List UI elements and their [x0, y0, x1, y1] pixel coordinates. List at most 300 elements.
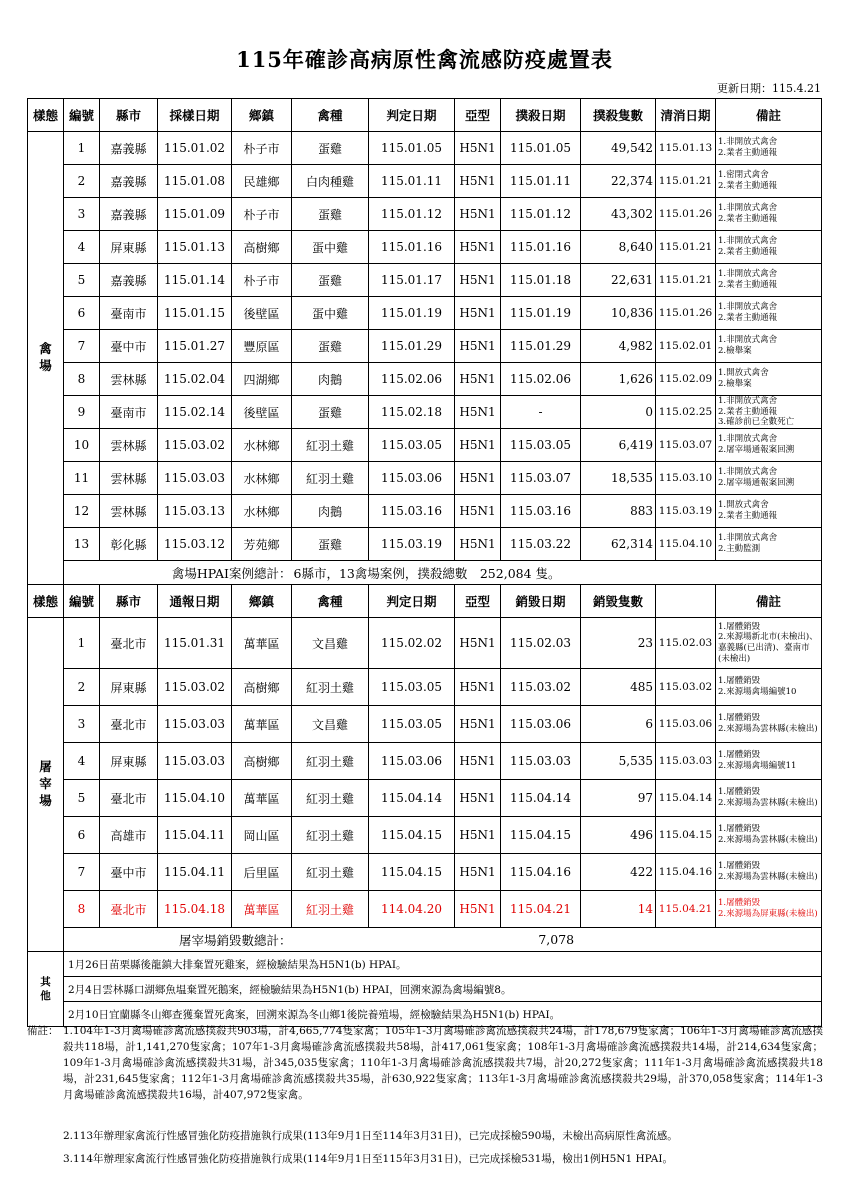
total-row — [28, 561, 822, 585]
subtype-cell: H5N1 — [455, 891, 501, 928]
slaughter-rows — [28, 618, 822, 952]
count-cell: 14 — [581, 891, 656, 928]
cull-date-cell: 115.03.16 — [501, 495, 581, 528]
clean-date-cell: 115.04.15 — [656, 817, 716, 854]
town-cell: 豐原區 — [232, 330, 292, 363]
category-char: 場 — [39, 358, 52, 373]
table-row — [28, 495, 822, 528]
note: 1.非開放式禽舍 2.業者主動通報 — [716, 297, 822, 330]
count-cell: 4,982 — [581, 330, 656, 363]
confirm-date-cell: 115.01.17 — [369, 264, 455, 297]
clean-date-cell: 115.01.26 — [656, 297, 716, 330]
row-number: 6 — [64, 297, 100, 330]
clean-date-cell: 115.02.03 — [656, 618, 716, 669]
note: 1.非開放式禽舍 2.主動監測 — [716, 528, 822, 561]
farm-rows — [28, 132, 822, 585]
subtype-cell: H5N1 — [455, 330, 501, 363]
column-header: 銷毀隻數 — [581, 585, 656, 618]
category-char: 宰 — [39, 776, 52, 792]
species-cell: 蛋雞 — [292, 198, 369, 231]
species-cell: 蛋雞 — [292, 528, 369, 561]
column-header — [656, 585, 716, 618]
confirm-date-cell: 115.02.18 — [369, 396, 455, 429]
table-row — [28, 264, 822, 297]
note: 1.屠體銷毀 2.來源場為雲林縣(未檢出) — [716, 706, 822, 743]
clean-date-cell: 115.01.26 — [656, 198, 716, 231]
date-cell: 115.02.04 — [158, 363, 232, 396]
category-cell — [28, 952, 64, 1027]
subtype-cell: H5N1 — [455, 817, 501, 854]
column-header: 鄉鎮 — [232, 99, 292, 132]
table-row — [28, 743, 822, 780]
confirm-date-cell: 115.01.29 — [369, 330, 455, 363]
county-cell: 臺南市 — [100, 396, 158, 429]
species-cell: 文昌雞 — [292, 618, 369, 669]
date-cell: 115.02.14 — [158, 396, 232, 429]
clean-date-cell: 115.01.21 — [656, 165, 716, 198]
confirm-date-cell: 115.04.15 — [369, 854, 455, 891]
cull-date-cell: 115.01.18 — [501, 264, 581, 297]
town-cell: 萬華區 — [232, 891, 292, 928]
column-header: 判定日期 — [369, 99, 455, 132]
row-number: 4 — [64, 743, 100, 780]
town-cell: 後壁區 — [232, 396, 292, 429]
note: 1.密閉式禽舍 2.業者主動通報 — [716, 165, 822, 198]
table-row — [28, 462, 822, 495]
row-number: 13 — [64, 528, 100, 561]
table-row — [28, 618, 822, 669]
row-number: 12 — [64, 495, 100, 528]
header-row — [28, 585, 822, 618]
clean-date-cell: 115.04.14 — [656, 780, 716, 817]
town-cell: 芳苑鄉 — [232, 528, 292, 561]
note: 1.屠體銷毀 2.來源場為雲林縣(未檢出) — [716, 854, 822, 891]
county-cell: 屏東縣 — [100, 231, 158, 264]
count-cell: 1,626 — [581, 363, 656, 396]
note-item: 3.114年辦理家禽流行性感冒強化防疫措施執行成果(114年9月1日至115年3月31日)，已完成採檢531場，檢出1例H5N1 HPAI。 — [63, 1153, 673, 1165]
table-row — [28, 817, 822, 854]
note: 1.屠體銷毀 2.來源場新北市(未檢出)、嘉義縣(已出清)、臺南市(未檢出) — [716, 618, 822, 669]
cull-date-cell: 115.04.21 — [501, 891, 581, 928]
confirm-date-cell: 115.01.16 — [369, 231, 455, 264]
county-cell: 雲林縣 — [100, 429, 158, 462]
subtype-cell: H5N1 — [455, 743, 501, 780]
county-cell: 臺北市 — [100, 706, 158, 743]
clean-date-cell: 115.03.02 — [656, 669, 716, 706]
total-value: 6縣市，13禽場案例，撲殺總數 252,084 隻。 — [292, 561, 822, 585]
row-number: 6 — [64, 817, 100, 854]
column-header: 判定日期 — [369, 585, 455, 618]
town-cell: 萬華區 — [232, 780, 292, 817]
other-row — [28, 952, 822, 977]
cull-date-cell: 115.01.16 — [501, 231, 581, 264]
total-label: 禽場HPAI案例總計： — [64, 561, 292, 585]
category-char: 禽 — [39, 341, 52, 357]
column-header: 編號 — [64, 585, 100, 618]
column-header: 縣市 — [100, 585, 158, 618]
notes-label: 備註： — [27, 1025, 59, 1037]
row-number: 1 — [64, 618, 100, 669]
table-row — [28, 854, 822, 891]
confirm-date-cell: 115.01.19 — [369, 297, 455, 330]
count-cell: 6 — [581, 706, 656, 743]
column-header: 撲殺日期 — [501, 99, 581, 132]
column-header: 亞型 — [455, 585, 501, 618]
farm-header-row — [28, 99, 822, 132]
count-cell: 18,535 — [581, 462, 656, 495]
cull-date-cell: 115.03.06 — [501, 706, 581, 743]
date-cell: 115.01.15 — [158, 297, 232, 330]
column-header: 禽種 — [292, 99, 369, 132]
update-date: 更新日期：115.4.21 — [717, 82, 821, 95]
confirm-date-cell: 115.04.14 — [369, 780, 455, 817]
category-cell — [28, 618, 64, 952]
subtype-cell: H5N1 — [455, 854, 501, 891]
row-number: 5 — [64, 780, 100, 817]
row-number: 1 — [64, 132, 100, 165]
note: 1.非開放式禽舍 2.業者主動通報 — [716, 198, 822, 231]
species-cell: 蛋中雞 — [292, 297, 369, 330]
confirm-date-cell: 115.02.02 — [369, 618, 455, 669]
column-header: 禽種 — [292, 585, 369, 618]
subtype-cell: H5N1 — [455, 231, 501, 264]
clean-date-cell: 115.04.21 — [656, 891, 716, 928]
species-cell: 紅羽土雞 — [292, 854, 369, 891]
count-cell: 422 — [581, 854, 656, 891]
clean-date-cell: 115.03.10 — [656, 462, 716, 495]
species-cell: 肉鵝 — [292, 363, 369, 396]
row-number: 8 — [64, 363, 100, 396]
confirm-date-cell: 115.03.05 — [369, 429, 455, 462]
column-header: 鄉鎮 — [232, 585, 292, 618]
date-cell: 115.01.27 — [158, 330, 232, 363]
date-cell: 115.03.13 — [158, 495, 232, 528]
species-cell: 肉鵝 — [292, 495, 369, 528]
note: 1.非開放式禽舍 2.業者主動通報 — [716, 231, 822, 264]
confirm-date-cell: 115.03.05 — [369, 706, 455, 743]
species-cell: 蛋雞 — [292, 132, 369, 165]
subtype-cell: H5N1 — [455, 264, 501, 297]
column-header: 樣態 — [28, 585, 64, 618]
note: 1.開放式禽舍 2.業者主動通報 — [716, 495, 822, 528]
row-number: 2 — [64, 165, 100, 198]
subtype-cell: H5N1 — [455, 297, 501, 330]
clean-date-cell: 115.04.10 — [656, 528, 716, 561]
other-row — [28, 977, 822, 1002]
clean-date-cell: 115.01.21 — [656, 231, 716, 264]
town-cell: 四湖鄉 — [232, 363, 292, 396]
column-header: 縣市 — [100, 99, 158, 132]
cull-date-cell: 115.01.12 — [501, 198, 581, 231]
row-number: 11 — [64, 462, 100, 495]
town-cell: 高樹鄉 — [232, 669, 292, 706]
total-label: 屠宰場銷毀數總計： — [64, 928, 292, 952]
species-cell: 紅羽土雞 — [292, 817, 369, 854]
note: 1.非開放式禽舍 2.屠宰場通報案回溯 — [716, 429, 822, 462]
subtype-cell: H5N1 — [455, 363, 501, 396]
county-cell: 臺北市 — [100, 891, 158, 928]
town-cell: 萬華區 — [232, 706, 292, 743]
subtype-cell: H5N1 — [455, 528, 501, 561]
table-row — [28, 429, 822, 462]
county-cell: 臺南市 — [100, 297, 158, 330]
column-header: 撲殺隻數 — [581, 99, 656, 132]
subtype-cell: H5N1 — [455, 495, 501, 528]
county-cell: 臺中市 — [100, 854, 158, 891]
count-cell: 8,640 — [581, 231, 656, 264]
category-cell — [28, 132, 64, 585]
clean-date-cell: 115.04.16 — [656, 854, 716, 891]
note: 1.屠體銷毀 2.來源場禽場編號10 — [716, 669, 822, 706]
table-row — [28, 891, 822, 928]
clean-date-cell: 115.01.13 — [656, 132, 716, 165]
table-row — [28, 330, 822, 363]
cull-date-cell: 115.02.03 — [501, 618, 581, 669]
date-cell: 115.01.09 — [158, 198, 232, 231]
column-header: 銷毀日期 — [501, 585, 581, 618]
column-header: 亞型 — [455, 99, 501, 132]
column-header: 備註 — [716, 99, 822, 132]
count-cell: 23 — [581, 618, 656, 669]
other-case-text: 1月26日苗栗縣後龍鎮大排棄置死雞案，經檢驗結果為H5N1(b) HPAI。 — [64, 952, 822, 977]
note: 1.屠體銷毀 2.來源場為雲林縣(未檢出) — [716, 780, 822, 817]
subtype-cell: H5N1 — [455, 429, 501, 462]
cull-date-cell: - — [501, 396, 581, 429]
column-header: 採樣日期 — [158, 99, 232, 132]
cull-date-cell: 115.04.16 — [501, 854, 581, 891]
cull-date-cell: 115.03.05 — [501, 429, 581, 462]
other-case-text: 2月10日宜蘭縣冬山鄉查獲棄置死禽案，回溯來源為冬山鄉1後院養殖場，經檢驗結果為H5N1(b) HPAI。 — [64, 1002, 822, 1027]
clean-date-cell: 115.03.07 — [656, 429, 716, 462]
clean-date-cell: 115.02.09 — [656, 363, 716, 396]
note: 1.非開放式禽舍 2.檢舉案 — [716, 330, 822, 363]
species-cell: 文昌雞 — [292, 706, 369, 743]
clean-date-cell: 115.02.25 — [656, 396, 716, 429]
clean-date-cell: 115.01.21 — [656, 264, 716, 297]
cull-date-cell: 115.03.22 — [501, 528, 581, 561]
row-number: 7 — [64, 854, 100, 891]
species-cell: 紅羽土雞 — [292, 743, 369, 780]
date-cell: 115.04.10 — [158, 780, 232, 817]
species-cell: 蛋雞 — [292, 396, 369, 429]
cull-date-cell: 115.01.19 — [501, 297, 581, 330]
row-number: 2 — [64, 669, 100, 706]
column-header: 備註 — [716, 585, 822, 618]
town-cell: 岡山區 — [232, 817, 292, 854]
table-row — [28, 198, 822, 231]
table-row — [28, 706, 822, 743]
town-cell: 高樹鄉 — [232, 743, 292, 780]
cull-date-cell: 115.04.15 — [501, 817, 581, 854]
clean-date-cell: 115.03.03 — [656, 743, 716, 780]
count-cell: 0 — [581, 396, 656, 429]
cull-date-cell: 115.04.14 — [501, 780, 581, 817]
confirm-date-cell: 115.02.06 — [369, 363, 455, 396]
row-number: 8 — [64, 891, 100, 928]
town-cell: 朴子市 — [232, 264, 292, 297]
confirm-date-cell: 115.01.05 — [369, 132, 455, 165]
date-cell: 115.03.03 — [158, 706, 232, 743]
cull-date-cell: 115.03.03 — [501, 743, 581, 780]
hpai-table — [27, 98, 822, 1027]
town-cell: 朴子市 — [232, 132, 292, 165]
county-cell: 嘉義縣 — [100, 198, 158, 231]
note: 1.屠體銷毀 2.來源場禽場編號11 — [716, 743, 822, 780]
date-cell: 115.01.08 — [158, 165, 232, 198]
species-cell: 紅羽土雞 — [292, 429, 369, 462]
county-cell: 嘉義縣 — [100, 165, 158, 198]
column-header: 通報日期 — [158, 585, 232, 618]
row-number: 4 — [64, 231, 100, 264]
total-value: 7,078 — [292, 928, 822, 952]
species-cell: 紅羽土雞 — [292, 780, 369, 817]
confirm-date-cell: 115.03.19 — [369, 528, 455, 561]
column-header: 編號 — [64, 99, 100, 132]
town-cell: 萬華區 — [232, 618, 292, 669]
county-cell: 屏東縣 — [100, 669, 158, 706]
confirm-date-cell: 115.03.05 — [369, 669, 455, 706]
table-row — [28, 669, 822, 706]
table-row — [28, 165, 822, 198]
species-cell: 紅羽土雞 — [292, 891, 369, 928]
count-cell: 43,302 — [581, 198, 656, 231]
species-cell: 蛋雞 — [292, 264, 369, 297]
note: 1.非開放式禽舍 2.業者主動通報 — [716, 264, 822, 297]
count-cell: 97 — [581, 780, 656, 817]
town-cell: 后里區 — [232, 854, 292, 891]
subtype-cell: H5N1 — [455, 198, 501, 231]
species-cell: 蛋雞 — [292, 330, 369, 363]
town-cell: 水林鄉 — [232, 495, 292, 528]
note: 1.非開放式禽舍 2.業者主動通報 3.確診前已全數死亡 — [716, 396, 822, 429]
column-header: 樣態 — [28, 99, 64, 132]
subtype-cell: H5N1 — [455, 780, 501, 817]
county-cell: 屏東縣 — [100, 743, 158, 780]
count-cell: 5,535 — [581, 743, 656, 780]
subtype-cell: H5N1 — [455, 706, 501, 743]
subtype-cell: H5N1 — [455, 396, 501, 429]
note: 1.開放式禽舍 2.檢舉案 — [716, 363, 822, 396]
note-item: 1.104年1-3月禽場確診禽流感撲殺共903場，計4,665,774隻家禽；105年1-3月禽場確診禽流感撲殺共24場，計178,679隻家禽；106年1-3月禽場確診禽流感撲殺共118場，計1,141,270隻家禽；107年1-3月禽場確診禽流感撲殺共58場，計417,061隻家禽；108年1-3月禽場確診禽流感撲殺共14場，計214,634隻家禽；109年1-3月禽場確診禽流感撲殺共31場，計345,035隻家禽；110年1-3月禽場確診禽流感撲殺共7場，計20,272隻家禽；111年1-3月禽場確診禽流感撲殺共18場，計231,645隻家禽；112年1-3月禽場確診禽流感撲殺共35場，計630,922隻家禽；113年1-3月禽場確診禽流感撲殺共29場，計370,058隻家禽；114年1-3月禽場確診禽流感撲殺共16場，計407,972隻家禽。 — [63, 1025, 823, 1101]
row-number: 10 — [64, 429, 100, 462]
date-cell: 115.03.02 — [158, 429, 232, 462]
date-cell: 115.01.14 — [158, 264, 232, 297]
county-cell: 雲林縣 — [100, 495, 158, 528]
note: 1.非開放式禽舍 2.業者主動通報 — [716, 132, 822, 165]
date-cell: 115.03.12 — [158, 528, 232, 561]
count-cell: 62,314 — [581, 528, 656, 561]
page-title: 115年確診高病原性禽流感防疫處置表 — [236, 47, 613, 72]
table-row — [28, 363, 822, 396]
total-row — [28, 928, 822, 952]
category-char: 他 — [40, 990, 51, 1002]
category-char: 其 — [40, 975, 51, 988]
county-cell: 嘉義縣 — [100, 132, 158, 165]
confirm-date-cell: 115.03.06 — [369, 743, 455, 780]
row-number: 3 — [64, 706, 100, 743]
count-cell: 10,836 — [581, 297, 656, 330]
row-number: 5 — [64, 264, 100, 297]
count-cell: 485 — [581, 669, 656, 706]
county-cell: 高雄市 — [100, 817, 158, 854]
table-row — [28, 231, 822, 264]
row-number: 9 — [64, 396, 100, 429]
table-row — [28, 528, 822, 561]
date-cell: 115.04.11 — [158, 817, 232, 854]
category-char: 場 — [39, 792, 52, 808]
confirm-date-cell: 115.04.15 — [369, 817, 455, 854]
date-cell: 115.03.03 — [158, 743, 232, 780]
town-cell: 高樹鄉 — [232, 231, 292, 264]
species-cell: 紅羽土雞 — [292, 669, 369, 706]
row-number: 7 — [64, 330, 100, 363]
slaughter-header-row — [28, 585, 822, 618]
county-cell: 臺北市 — [100, 780, 158, 817]
species-cell: 紅羽土雞 — [292, 462, 369, 495]
cull-date-cell: 115.01.11 — [501, 165, 581, 198]
other-rows — [28, 952, 822, 1027]
category-char: 屠 — [39, 759, 52, 775]
clean-date-cell: 115.02.01 — [656, 330, 716, 363]
count-cell: 49,542 — [581, 132, 656, 165]
date-cell: 115.03.02 — [158, 669, 232, 706]
county-cell: 臺北市 — [100, 618, 158, 669]
confirm-date-cell: 114.04.20 — [369, 891, 455, 928]
note: 1.非開放式禽舍 2.屠宰場通報案回溯 — [716, 462, 822, 495]
town-cell: 朴子市 — [232, 198, 292, 231]
date-cell: 115.01.02 — [158, 132, 232, 165]
county-cell: 雲林縣 — [100, 462, 158, 495]
confirm-date-cell: 115.03.06 — [369, 462, 455, 495]
confirm-date-cell: 115.01.12 — [369, 198, 455, 231]
subtype-cell: H5N1 — [455, 132, 501, 165]
note: 1.屠體銷毀 2.來源場為屏東縣(未檢出) — [716, 891, 822, 928]
subtype-cell: H5N1 — [455, 669, 501, 706]
date-cell: 115.04.11 — [158, 854, 232, 891]
clean-date-cell: 115.03.06 — [656, 706, 716, 743]
date-cell: 115.03.03 — [158, 462, 232, 495]
confirm-date-cell: 115.03.16 — [369, 495, 455, 528]
other-case-text: 2月4日雲林縣口湖鄉魚塭棄置死鵝案，經檢驗結果為H5N1(b) HPAI，回溯來源為禽場編號8。 — [64, 977, 822, 1002]
count-cell: 883 — [581, 495, 656, 528]
column-header: 清消日期 — [656, 99, 716, 132]
count-cell: 6,419 — [581, 429, 656, 462]
note-item: 2.113年辦理家禽流行性感冒強化防疫措施執行成果(113年9月1日至114年3月31日)，已完成採檢590場，未檢出高病原性禽流感。 — [63, 1130, 678, 1142]
subtype-cell: H5N1 — [455, 165, 501, 198]
note: 1.屠體銷毀 2.來源場為雲林縣(未檢出) — [716, 817, 822, 854]
cull-date-cell: 115.01.29 — [501, 330, 581, 363]
county-cell: 臺中市 — [100, 330, 158, 363]
subtype-cell: H5N1 — [455, 618, 501, 669]
county-cell: 雲林縣 — [100, 363, 158, 396]
county-cell: 嘉義縣 — [100, 264, 158, 297]
count-cell: 22,374 — [581, 165, 656, 198]
county-cell: 彰化縣 — [100, 528, 158, 561]
cull-date-cell: 115.01.05 — [501, 132, 581, 165]
town-cell: 後壁區 — [232, 297, 292, 330]
town-cell: 民雄鄉 — [232, 165, 292, 198]
cull-date-cell: 115.03.07 — [501, 462, 581, 495]
row-number: 3 — [64, 198, 100, 231]
species-cell: 白肉種雞 — [292, 165, 369, 198]
town-cell: 水林鄉 — [232, 429, 292, 462]
table-row — [28, 132, 822, 165]
date-cell: 115.01.31 — [158, 618, 232, 669]
date-cell: 115.01.13 — [158, 231, 232, 264]
count-cell: 496 — [581, 817, 656, 854]
clean-date-cell: 115.03.19 — [656, 495, 716, 528]
cull-date-cell: 115.03.02 — [501, 669, 581, 706]
